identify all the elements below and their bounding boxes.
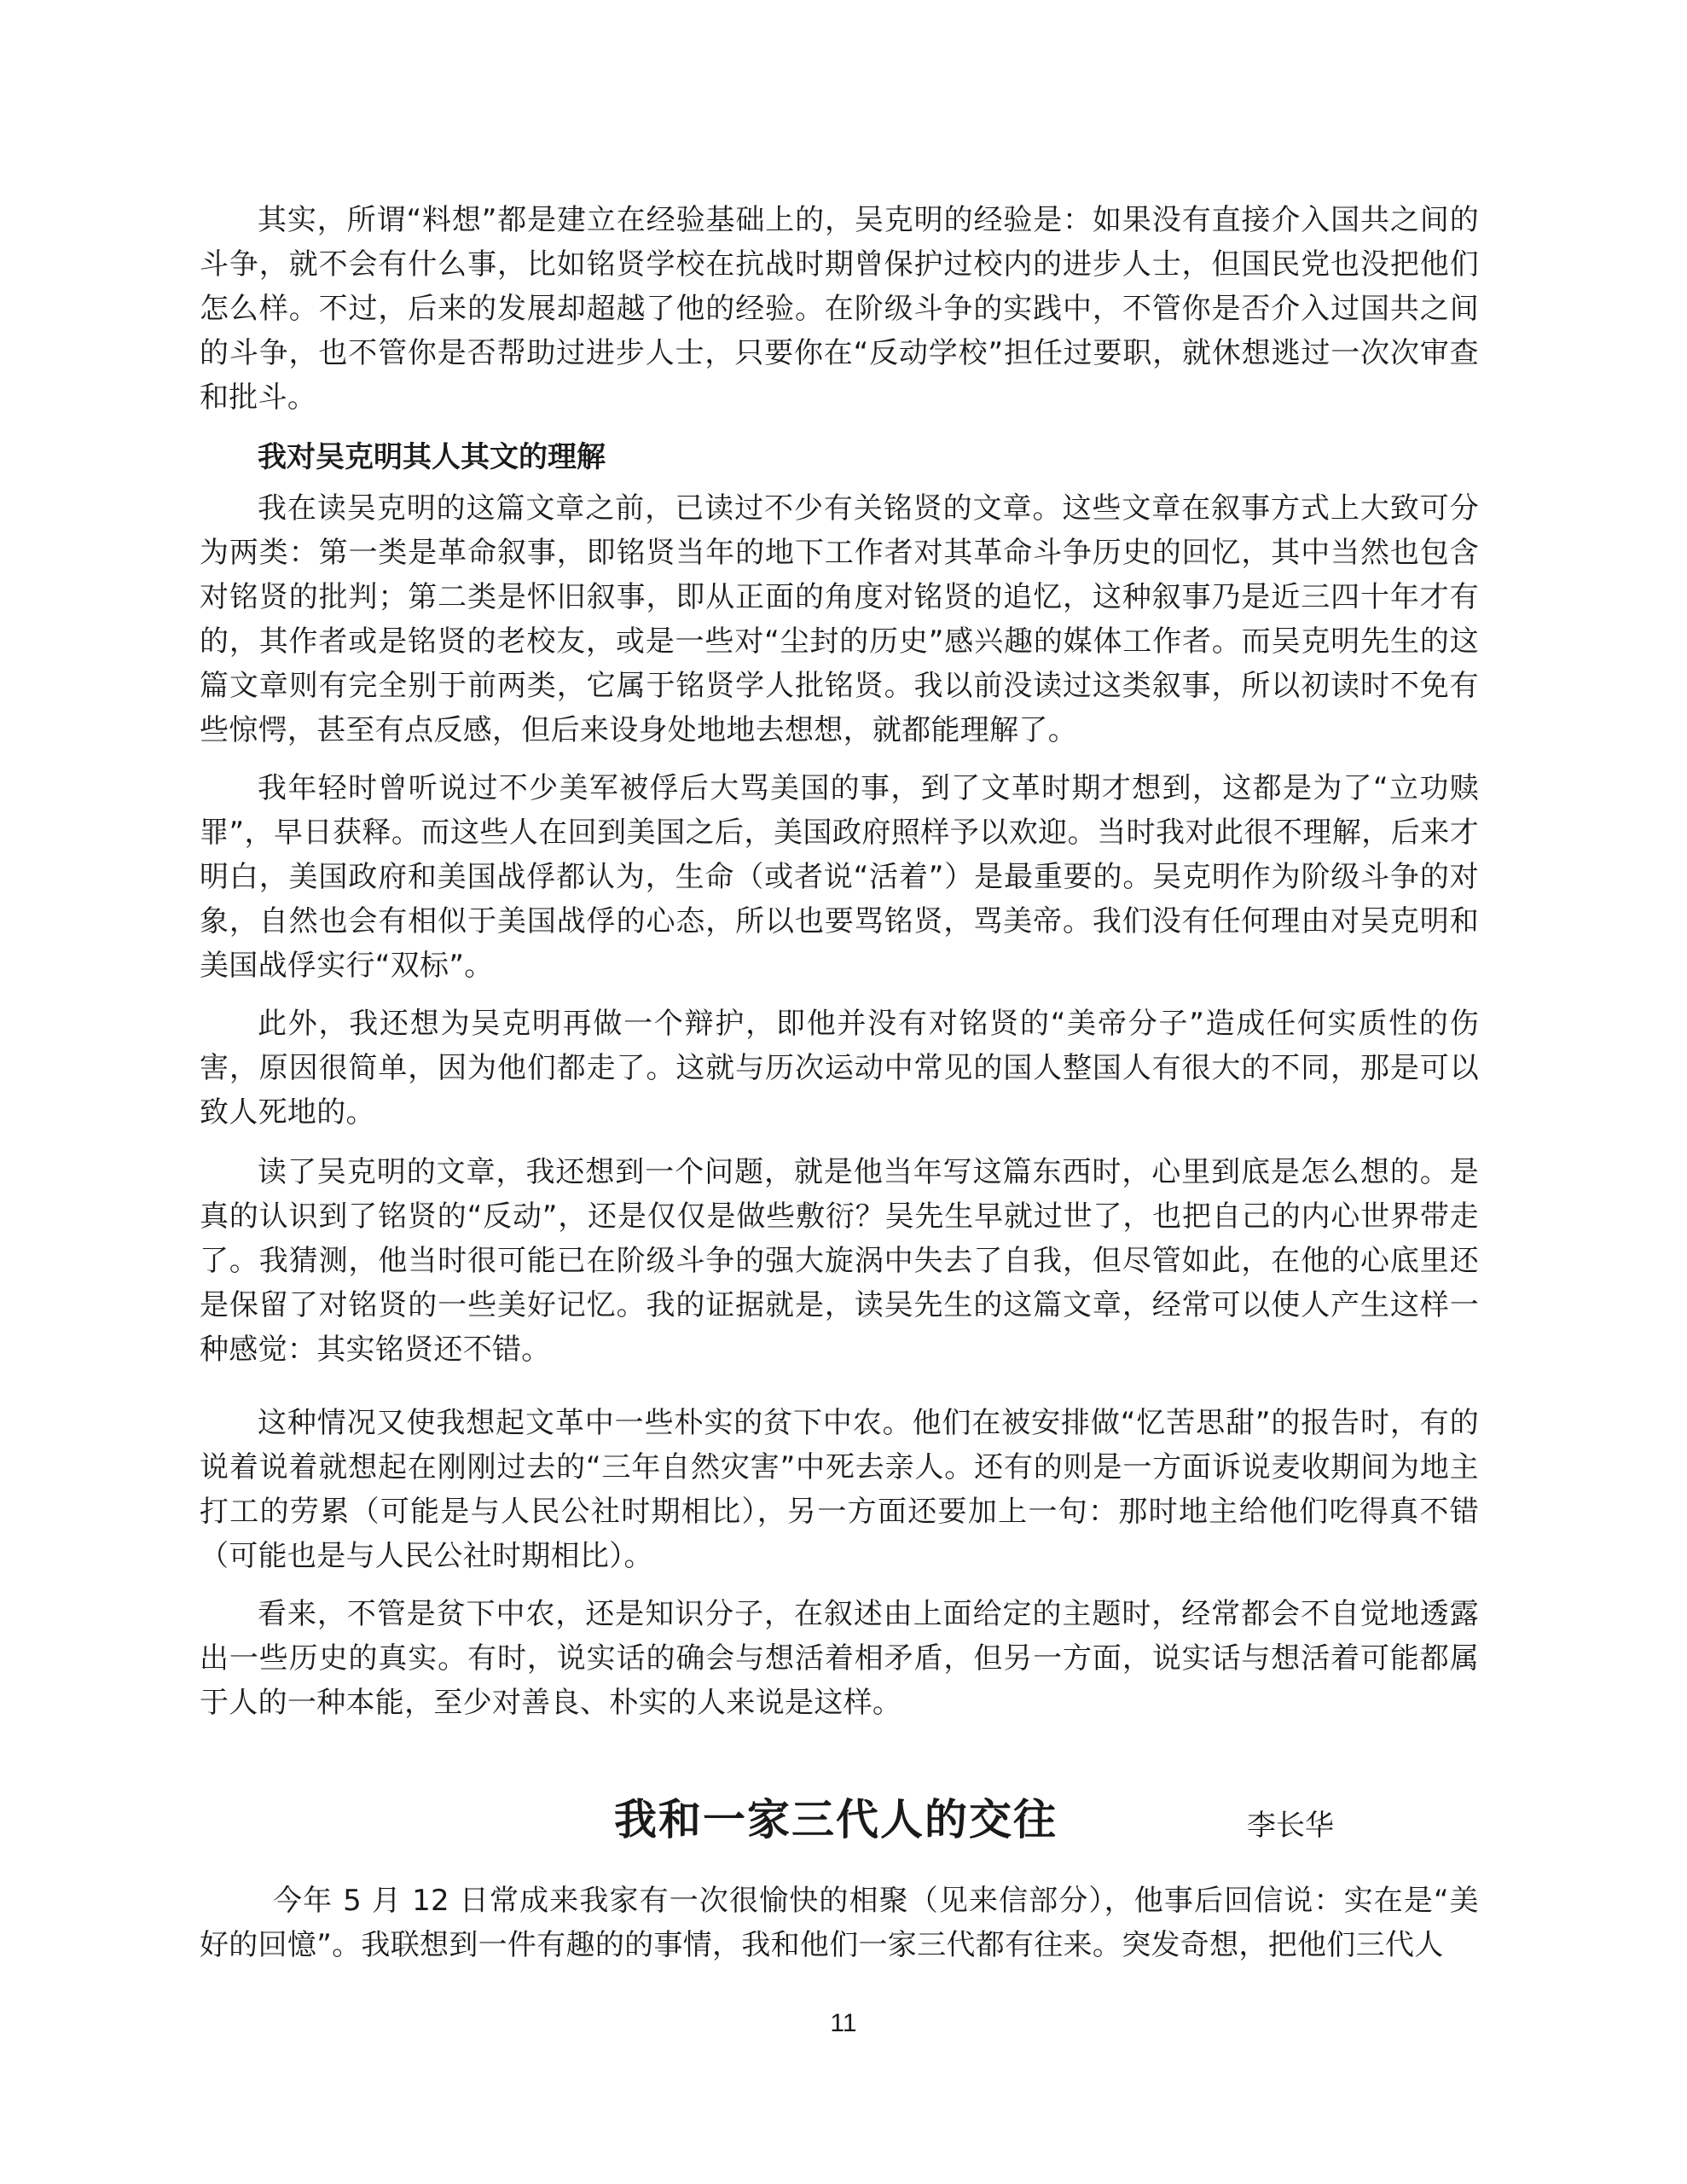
paragraph-6: 这种情况又使我想起文革中一些朴实的贫下中农。他们在被安排做“忆苦思甜”的报告时，有的说着说着就想起在刚刚过去的“三年自然灾害”中死去亲人。还有的则是一方面诉说麦收期间为地主打工的劳累（可能是与人民公社时期相比），另一方面还要加上一句：那时地主给他们吃得真不错（可能也是与人民公社时期相比）。: [200, 1406, 1479, 1573]
paragraph-4: 此外，我还想为吴克明再做一个辩护，即他并没有对铭贤的“美帝分子”造成任何实质性的伤害，原因很简单，因为他们都走了。这就与历次运动中常见的国人整国人有很大的不同，那是可以致人死地的。: [200, 1007, 1479, 1130]
paragraph-1: 其实，所谓“料想”都是建立在经验基础上的，吴克明的经验是：如果没有直接介入国共之间的斗争，就不会有什么事，比如铭贤学校在抗战时期曾保护过校内的进步人士，但国民党也没把他们怎么样。不过，后来的发展却超越了他的经验。在阶级斗争的实践中，不管你是否介入过国共之间的斗争，也不管你是否帮助过进步人士，只要你在“反动学校”担任过要职，就休想逃过一次次审查和批斗。: [200, 203, 1479, 415]
article-author: 李长华: [1247, 1809, 1334, 1843]
article-title: 我和一家三代人的交往: [614, 1795, 1058, 1844]
page-number: 11: [830, 2009, 857, 2037]
paragraph-3: 我年轻时曾听说过不少美军被俘后大骂美国的事，到了文革时期才想到，这都是为了“立功赎罪”，早日获释。而这些人在回到美国之后，美国政府照样予以欢迎。当时我对此很不理解，后来才明白，美国政府和美国战俘都认为，生命（或者说“活着”）是最重要的。吴克明作为阶级斗争的对象，自然也会有相似于美国战俘的心态，所以也要骂铭贤，骂美帝。我们没有任何理由对吴克明和美国战俘实行“双标”。: [200, 771, 1479, 983]
paragraph-2: 我在读吴克明的这篇文章之前，已读过不少有关铭贤的文章。这些文章在叙事方式上大致可分为两类：第一类是革命叙事，即铭贤当年的地下工作者对其革命斗争历史的回忆，其中当然也包含对铭贤的批判；第二类是怀旧叙事，即从正面的角度对铭贤的追忆，这种叙事乃是近三四十年才有的，其作者或是铭贤的老校友，或是一些对“尘封的历史”感兴趣的媒体工作者。而吴克明先生的这篇文章则有完全别于前两类，它属于铭贤学人批铭贤。我以前没读过这类叙事，所以初读时不免有些惊愕，甚至有点反感，但后来设身处地地去想想，就都能理解了。: [200, 491, 1479, 747]
section-heading: 我对吴克明其人其文的理解: [258, 440, 606, 474]
paragraph-7: 看来，不管是贫下中农，还是知识分子，在叙述由上面给定的主题时，经常都会不自觉地透露出一些历史的真实。有时，说实话的确会与想活着相矛盾，但另一方面，说实话与想活着可能都属于人的一种本能，至少对善良、朴实的人来说是这样。: [200, 1597, 1479, 1720]
article-paragraph-1: 今年 5 月 12 日常成来我家有一次很愉快的相聚（见来信部分），他事后回信说：实在是“美好的回憶”。我联想到一件有趣的的事情，我和他们一家三代都有往来。突发奇想，把他们三代人: [200, 1884, 1479, 1962]
paragraph-5: 读了吴克明的文章，我还想到一个问题，就是他当年写这篇东西时，心里到底是怎么想的。是真的认识到了铭贤的“反动”，还是仅仅是做些敷衍？吴先生早就过世了，也把自己的内心世界带走了。我猜测，他当时很可能已在阶级斗争的强大旋涡中失去了自我，但尽管如此，在他的心底里还是保留了对铭贤的一些美好记忆。我的证据就是，读吴先生的这篇文章，经常可以使人产生这样一种感觉：其实铭贤还不错。: [200, 1155, 1479, 1367]
